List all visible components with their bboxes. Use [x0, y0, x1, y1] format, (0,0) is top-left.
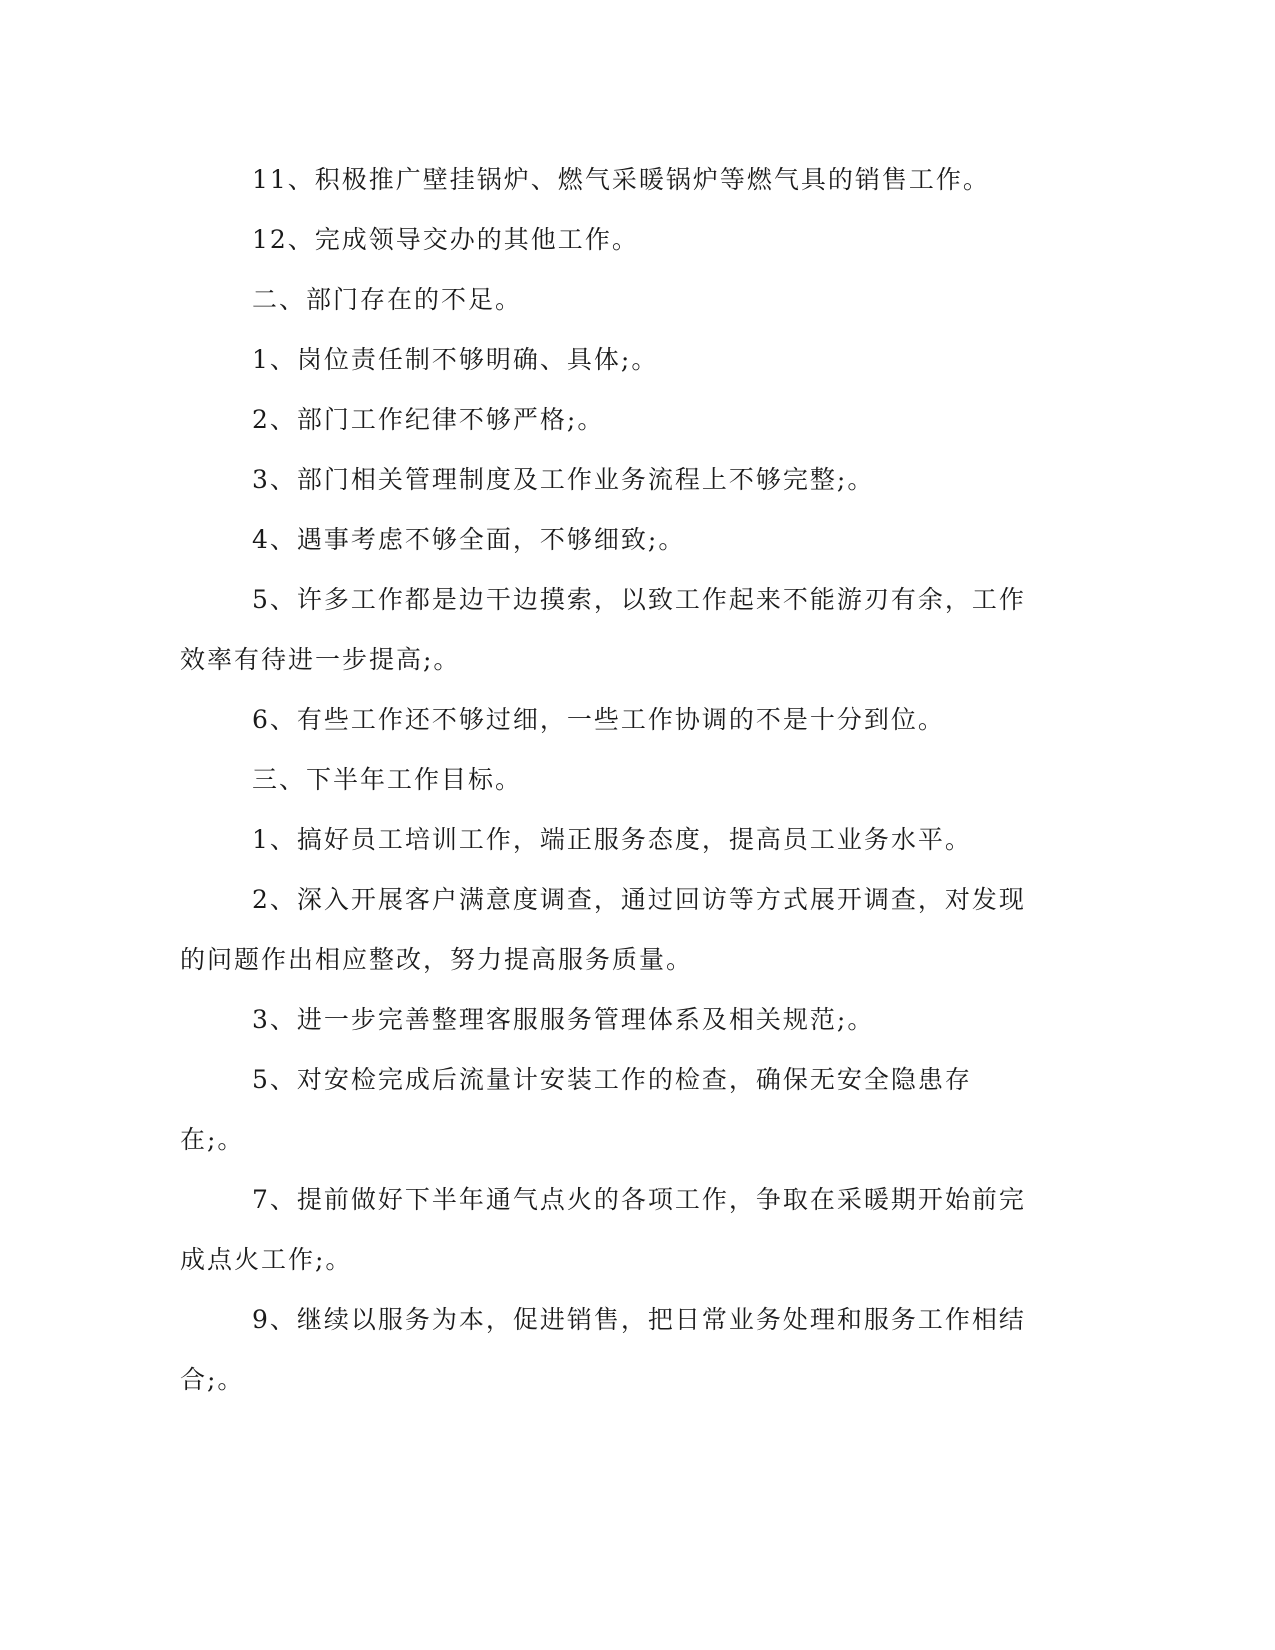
paragraph-goal-1: 1、搞好员工培训工作，端正服务态度，提高员工业务水平。 [252, 825, 972, 854]
paragraph-deficiency-2: 2、部门工作纪律不够严格;。 [252, 405, 605, 434]
paragraph-goal-3: 3、进一步完善整理客服服务管理体系及相关规范;。 [252, 1005, 875, 1034]
paragraph-deficiency-5: 5、许多工作都是边干边摸索，以致工作起来不能游刃有余，工作效率有待进一步提高;。 [180, 585, 1026, 674]
paragraph-deficiency-3: 3、部门相关管理制度及工作业务流程上不够完整;。 [252, 465, 875, 494]
paragraph-item-12: 12、完成领导交办的其他工作。 [252, 225, 639, 254]
paragraph-goal-7: 7、提前做好下半年通气点火的各项工作，争取在采暖期开始前完成点火工作;。 [180, 1185, 1026, 1274]
paragraph-deficiency-6: 6、有些工作还不够过细，一些工作协调的不是十分到位。 [252, 705, 945, 734]
section-heading-2: 二、部门存在的不足。 [252, 285, 523, 314]
paragraph-deficiency-4: 4、遇事考虑不够全面，不够细致;。 [252, 525, 686, 554]
document-body [180, 150, 1030, 1410]
section-heading-3: 三、下半年工作目标。 [252, 765, 523, 794]
paragraph-deficiency-1: 1、岗位责任制不够明确、具体;。 [252, 345, 659, 374]
paragraph-goal-2: 2、深入开展客户满意度调查，通过回访等方式展开调查，对发现的问题作出相应整改，努力提高服务质量。 [180, 885, 1026, 974]
paragraph-item-11: 11、积极推广壁挂锅炉、燃气采暖锅炉等燃气具的销售工作。 [252, 165, 990, 194]
paragraph-goal-5: 5、对安检完成后流量计安装工作的检查，确保无安全隐患存在;。 [180, 1065, 972, 1154]
paragraph-goal-9: 9、继续以服务为本，促进销售，把日常业务处理和服务工作相结合;。 [180, 1305, 1026, 1394]
